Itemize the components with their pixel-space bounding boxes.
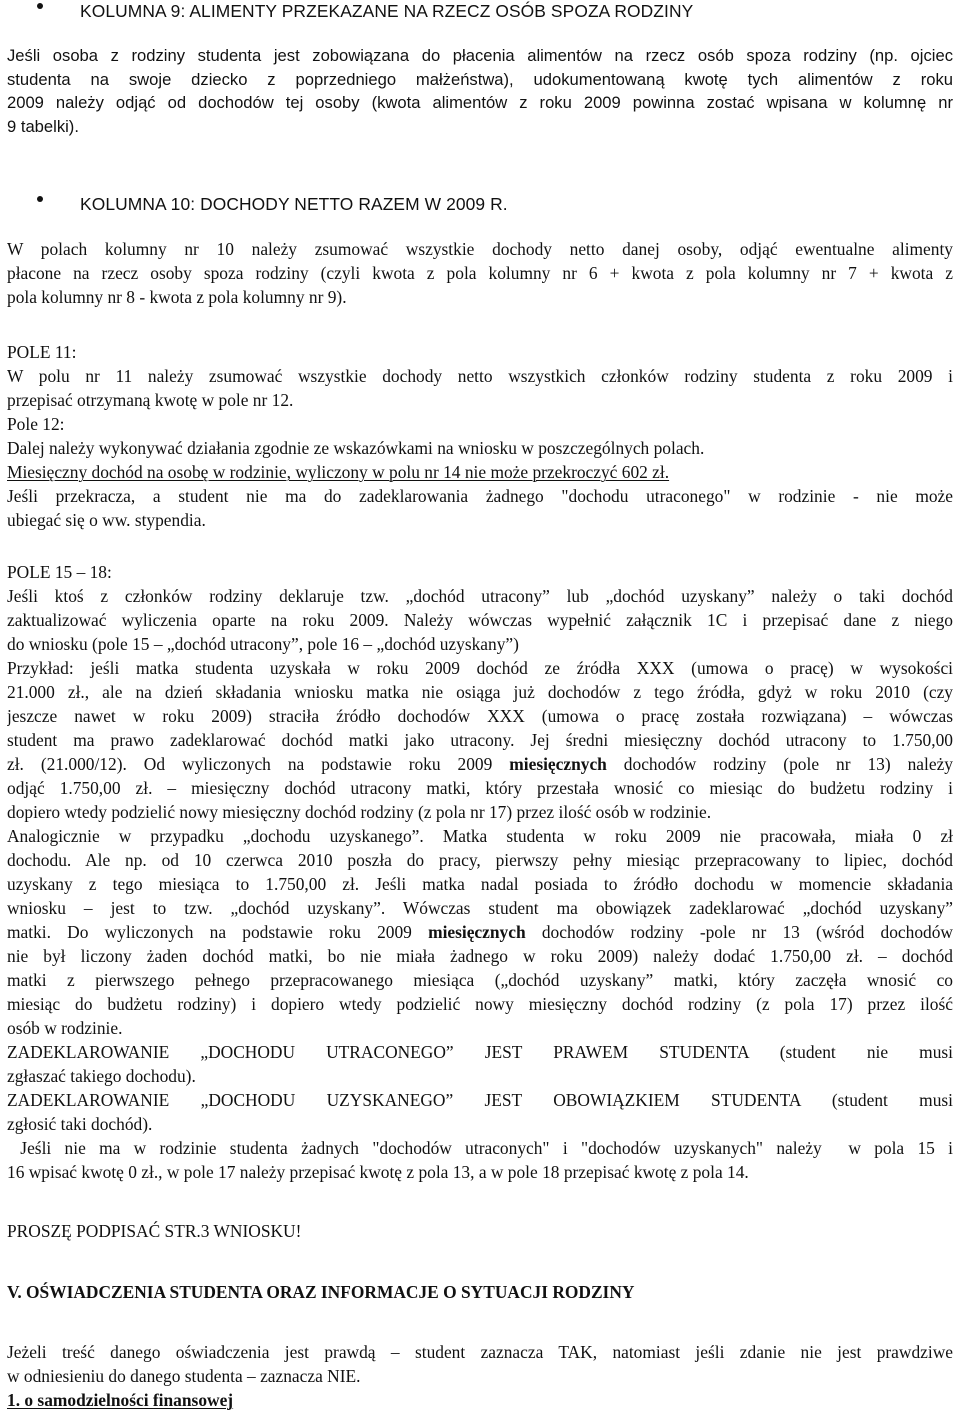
text-line: Jeśli ktoś z członków rodziny deklaruje tzw. „dochód utracony” lub „dochód uzyskany” należy o taki dochód — [7, 586, 953, 606]
text-line: jeszcze nawet w roku 2009) straciła źródło dochodów XXX (umowa o pracę została rozwiązana) – wówczas — [7, 706, 953, 726]
text-line: miesiąc do budżetu rodziny) i dopiero wtedy podzielić nowy miesięczny dochód rodziny (z pola 17) przez ilość — [7, 994, 953, 1014]
text-line: zgłosić taki dochód). — [7, 1114, 153, 1134]
text-line: odjąć 1.750,00 zł. – miesięczny dochód utracony matki, który przestała wnosić co miesiąc do budżetu rodziny i — [7, 778, 953, 798]
text-line: student ma prawo zadeklarować dochód matki jako utracony. Jej średni miesięczny dochód utracony to 1.750,00 — [7, 730, 953, 750]
text-line: matki z pierwszego pełnego przepracowanego miesiąca („dochód uzyskany” matki, który zaczęła wnosić co — [7, 970, 953, 990]
text-line: pola kolumny nr 8 - kwota z pola kolumny nr 9). — [7, 287, 347, 307]
text-line: ubiegać się o ww. stypendia. — [7, 510, 206, 530]
bullet-icon — [7, 187, 80, 210]
text-line: Jeżeli treść danego oświadczenia jest prawdą – student zaznacza TAK, natomiast jeśli zdanie nie jest prawdziwe — [7, 1342, 953, 1362]
text-line: 21.000 zł., ale na dzień składania wniosku matka nie osiąga już dochodów z tego źródła, gdyż w roku 2010 (czy — [7, 682, 953, 702]
text-line: W polu nr 11 należy zsumować wszystkie dochody netto wszystkich członków rodziny studenta z roku 2009 i — [7, 366, 953, 386]
text-span: dochodów rodziny -pole nr 13 (wśród dochodów — [525, 922, 953, 942]
pole11-12-section — [7, 340, 953, 532]
text-line: zgłaszać takiego dochodu). — [7, 1066, 196, 1086]
bullet-icon — [7, 0, 80, 17]
sign-reminder: PROSZĘ PODPISAĆ STR.3 WNIOSKU! — [7, 1221, 302, 1241]
text-line: uzyskany z tego miesiąca to 1.750,00 zł. Jeśli matka nadal posiada to źródło dochodu w momencie składania — [7, 874, 953, 894]
pole15-18-label: POLE 15 – 18: — [7, 562, 112, 582]
text-span: zł. (21.000/12). Od wyliczonych na podstawie roku 2009 — [7, 754, 510, 774]
text-line: Dalej należy wykonywać działania zgodnie ze wskazówkami na wniosku w poszczególnych polach. — [7, 438, 705, 458]
pole11-label: POLE 11: — [7, 342, 77, 362]
text-line: do wniosku (pole 15 – „dochód utracony”, pole 16 – „dochód uzyskany”) — [7, 634, 519, 654]
text-line — [7, 920, 953, 944]
text-line: osób w rodzinie. — [7, 1018, 123, 1038]
text-line: zaktualizować wyliczenia oparte na roku 2009. Należy wówczas wypełnić załącznik 1C i przepisać dane z niego — [7, 610, 953, 630]
text-line: dopiero wtedy podzielić nowy miesięczny dochód rodziny (z pola nr 17) przez ilość osób w rodzinie. — [7, 802, 712, 822]
text-line: płacone na rzecz osoby spoza rodziny (czyli kwota z pola kolumny nr 6 + kwota z pola kolumny nr 7 + kwota z — [7, 263, 953, 283]
text-line: ZADEKLAROWANIE „DOCHODU UZYSKANEGO” JEST OBOWIĄZKIEM STUDENTA (student musi — [7, 1090, 953, 1110]
text-line: wniosku – jest to tzw. „dochód uzyskany”. Wówczas student ma obowiązek zadeklarować „dochód uzyskany” — [7, 898, 953, 918]
bold-word: miesięcznych — [509, 754, 607, 774]
text-line: ZADEKLAROWANIE „DOCHODU UTRACONEGO” JEST PRAWEM STUDENTA (student nie musi — [7, 1042, 953, 1062]
kolumna9-bullet — [7, 0, 953, 21]
kolumna10-bullet — [7, 187, 953, 214]
kolumna9-paragraph — [7, 44, 953, 138]
text-line: Przykład: jeśli matka studenta uzyskała w roku 2009 dochód ze źródła XXX (umowa o pracę) w wysokości — [7, 658, 953, 678]
income-limit-note: Miesięczny dochód na osobę w rodzinie, wyliczony w polu nr 14 nie może przekroczyć 602 zł. — [7, 462, 670, 482]
text-line: dochodu. Ale np. od 10 czerwca 2010 poszła do pracy, pierwszy pełny miesiąc przepracowany to lipiec, dochód — [7, 850, 953, 870]
text-line: 2009 należy odjąć od dochodów tej osoby (kwota alimentów z roku 2009 powinna zostać wpisana w kolumnę nr — [7, 93, 953, 112]
text-span: dochodów rodziny (pole nr 13) należy — [606, 754, 953, 774]
text-line: 16 wpisać kwotę 0 zł., w pole 17 należy przepisać kwotę z pola 13, a w pole 18 przepisać kwotę z pola 14. — [7, 1162, 749, 1182]
text-line: przepisać otrzymaną kwotę w pole nr 12. — [7, 390, 294, 410]
pole12-label: Pole 12: — [7, 414, 65, 434]
text-line: Jeśli osoba z rodziny studenta jest zobowiązana do płacenia alimentów na rzecz osób spoza rodziny (np. ojciec — [7, 46, 953, 65]
text-line — [7, 752, 953, 776]
text-line: Jeśli nie ma w rodzinie studenta żadnych "dochodów utraconych" i "dochodów uzyskanych" należy w pola 15 i — [7, 1138, 953, 1158]
section5-paragraph — [7, 1340, 953, 1412]
kolumna10-paragraph — [7, 237, 953, 309]
section5-heading: V. OŚWIADCZENIA STUDENTA ORAZ INFORMACJE O SYTUACJI RODZINY — [7, 1282, 635, 1302]
text-line: studenta na swoje dziecko z poprzedniego małżeństwa), udokumentowaną kwotę tych alimentów z roku — [7, 69, 953, 89]
kolumna10-heading: KOLUMNA 10: DOCHODY NETTO RAZEM W 2009 R. — [80, 194, 508, 214]
text-line: Jeśli przekracza, a student nie ma do zadeklarowania żadnego "dochodu utraconego" w rodzinie - nie może — [7, 486, 953, 506]
pole15-18-section — [7, 560, 953, 1184]
text-line: nie był liczony żaden dochód matki, bo nie miała żadnego w roku 2009) należy dodać 1.750,00 zł. – dochód — [7, 946, 953, 966]
bold-word: miesięcznych — [428, 922, 526, 942]
text-line: w odniesieniu do danego studenta – zaznacza NIE. — [7, 1366, 361, 1386]
text-span: matki. Do wyliczonych na podstawie roku 2009 — [7, 922, 429, 942]
text-line: W polach kolumny nr 10 należy zsumować wszystkie dochody netto danej osoby, odjąć ewentualne alimenty — [7, 239, 953, 259]
section5-item1-heading: 1. o samodzielności finansowej — [7, 1390, 234, 1410]
kolumna9-heading: KOLUMNA 9: ALIMENTY PRZEKAZANE NA RZECZ OSÓB SPOZA RODZINY — [80, 1, 694, 21]
text-line: Analogicznie w przypadku „dochodu uzyskanego”. Matka studenta w roku 2009 nie pracowała, miała 0 zł — [7, 826, 953, 846]
text-line: 9 tabelki). — [7, 116, 79, 136]
